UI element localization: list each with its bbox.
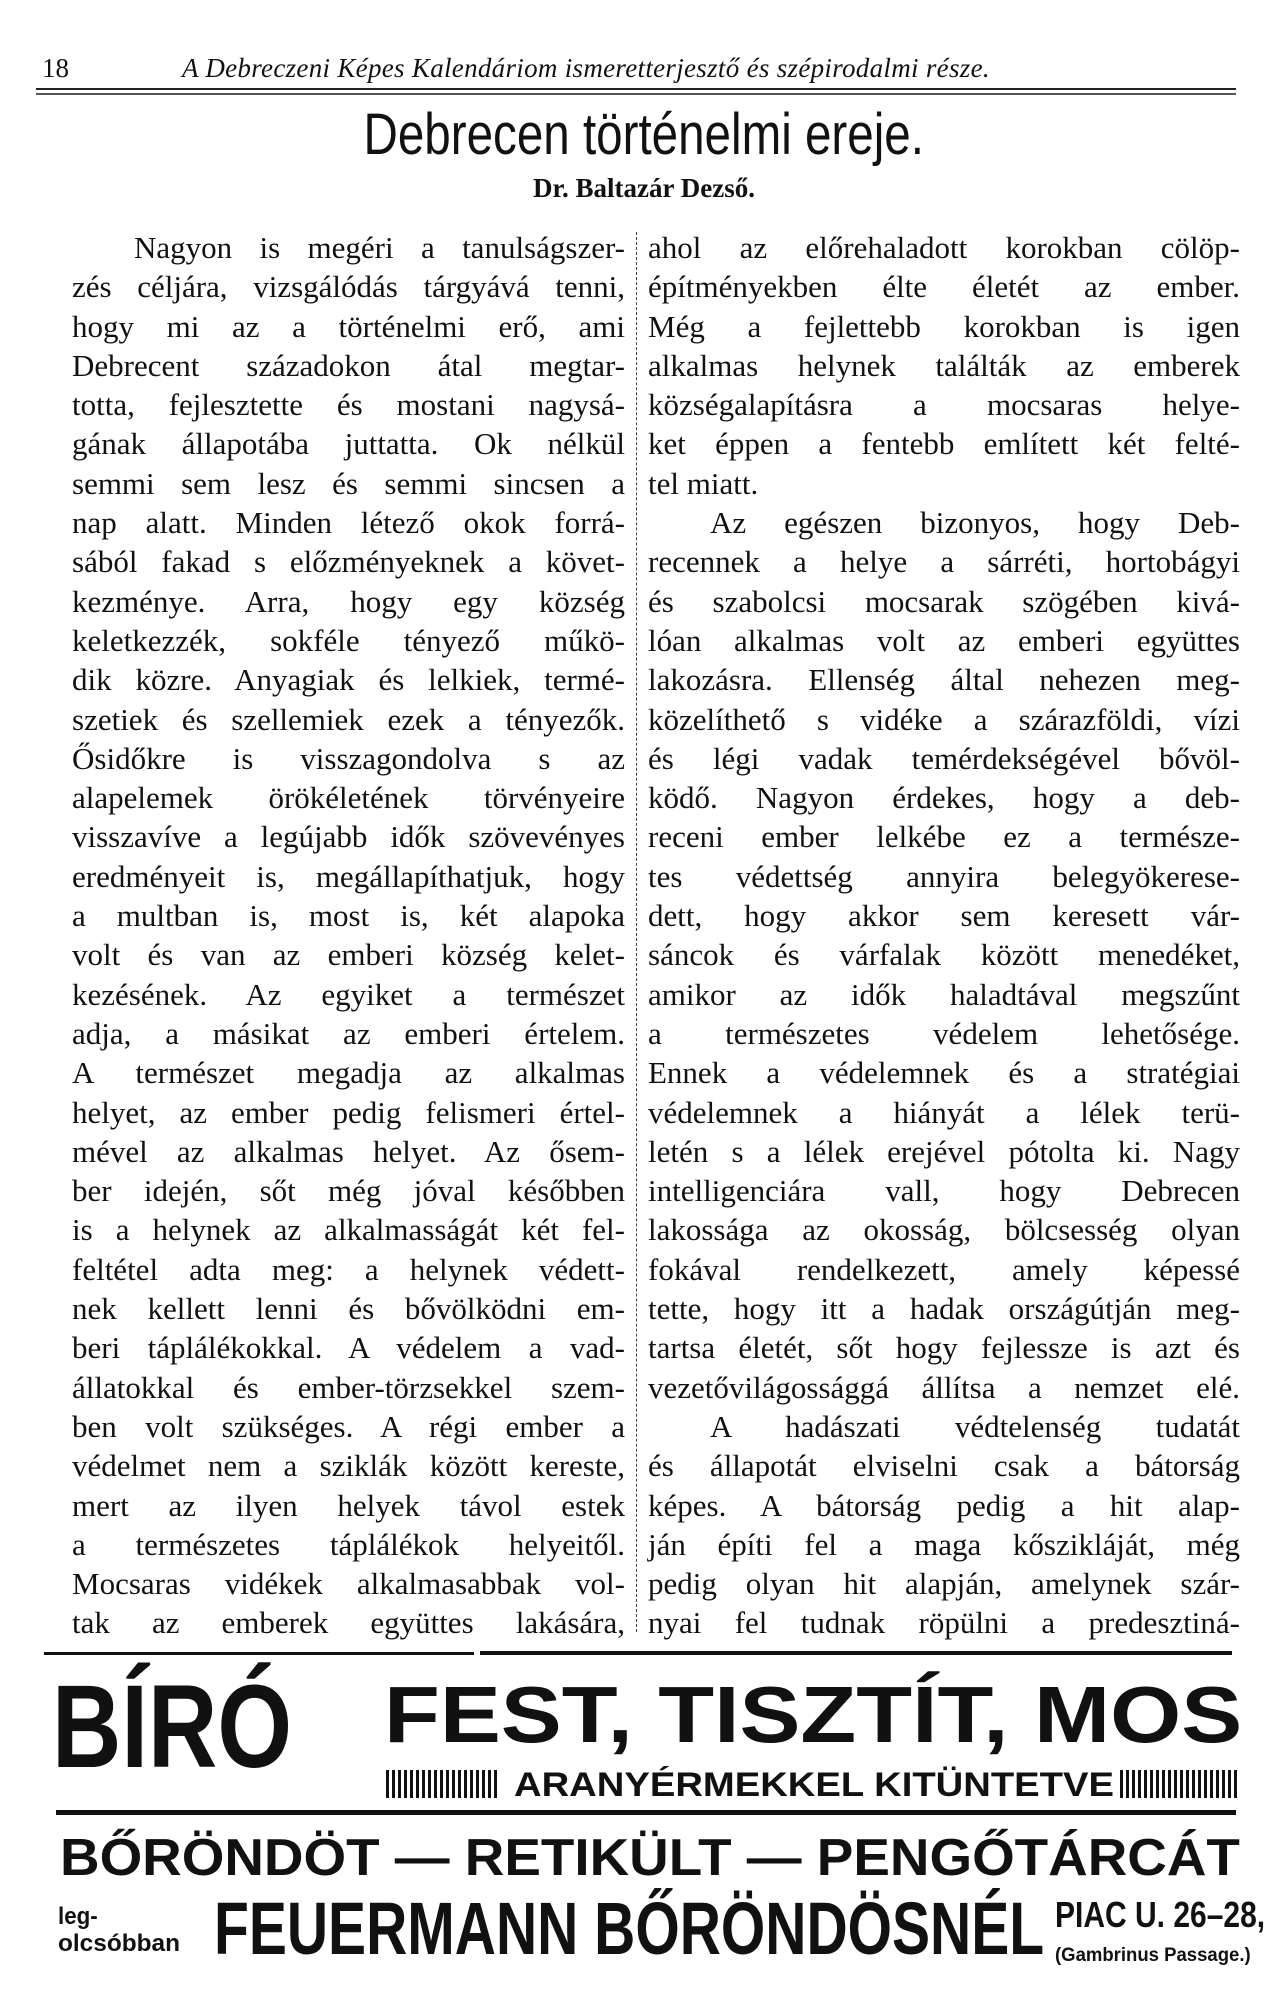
text-line: ket éppen a fentebb említett két felté- — [648, 426, 1240, 462]
text-line: közelíthető s vidéke a szárazföldi, vízi — [648, 701, 1240, 737]
article-title — [0, 104, 1288, 166]
text-line: gának állapotába juttatta. Ok nélkül — [72, 426, 625, 462]
text-line: a természetes védelem lehetősége. — [648, 1015, 1240, 1051]
text-line: lakozásra. Ellenség által nehezen meg- — [648, 662, 1240, 698]
decorative-bars-right — [1120, 1770, 1240, 1798]
text-line: volt és van az emberi község kelet- — [72, 937, 625, 973]
text-line: és szabolcsi mocsarak szögében kivá- — [648, 583, 1240, 619]
text-line: Még a fejlettebb korokban is igen — [648, 308, 1240, 344]
text-line: recennek a helye a sárréti, hortobágyi — [648, 544, 1240, 580]
text-line: szetiek és szellemiek ezek a tényezők. — [72, 701, 625, 737]
text-line: beri táplálékokkal. A védelem a vad- — [72, 1330, 625, 1366]
text-line: semmi sem lesz és semmi sincsen a — [72, 465, 625, 501]
text-line: lóan alkalmas volt az emberi együttes — [648, 622, 1240, 658]
left-column — [72, 228, 625, 1643]
page-number: 18 — [42, 53, 69, 83]
text-line: ahol az előrehaladott korokban cölöp- — [648, 230, 1240, 265]
text-line: mert az ilyen helyek távol estek — [72, 1487, 625, 1523]
text-line: dett, hogy akkor sem keresett vár- — [648, 898, 1240, 934]
right-column — [648, 228, 1240, 1643]
header-rule — [36, 88, 1236, 95]
text-line: nyai fel tudnak röpülni a predesztiná- — [648, 1605, 1240, 1641]
text-line: adja, a másikat az emberi értelem. — [72, 1015, 625, 1051]
cheapest-label-line2: olcsóbban — [58, 1930, 181, 1957]
text-line: is a helynek az alkalmasságát két fel- — [72, 1212, 625, 1248]
text-line: Ennek a védelemnek és a stratégiai — [648, 1055, 1240, 1091]
ad-divider-rule — [56, 1810, 1236, 1815]
text-line: Debrecent századokon átal megtar- — [72, 347, 625, 383]
text-line: a természetes táplálékok helyeitől. — [72, 1526, 625, 1562]
text-line: eredményeit is, megállapíthatjuk, hogy — [72, 858, 625, 894]
text-line: állatokkal és ember-törzsekkel szem- — [72, 1369, 625, 1405]
text-line: A természet megadja az alkalmas — [72, 1055, 625, 1091]
text-line: védelmet nem a sziklák között kereste, — [72, 1448, 625, 1484]
text-line: dik közre. Anyagiak és lelkiek, termé- — [72, 662, 625, 698]
text-line: ben volt szükséges. A régi ember a — [72, 1408, 625, 1444]
text-line: és légi vadak temérdekségével bővöl- — [648, 740, 1240, 776]
biro-slogan: FEST, TISZTÍT, MOS — [384, 1670, 1243, 1759]
text-line: alkalmas helynek találták az emberek — [648, 347, 1240, 383]
biro-name: BÍRÓ — [52, 1661, 292, 1793]
text-line: építményekben élte életét az ember. — [648, 269, 1240, 305]
text-line: nap alatt. Minden létező okok forrá- — [72, 505, 625, 541]
text-line: alapelemek örökéletének törvényeire — [72, 780, 625, 816]
article-title-text: Debrecen történelmi ereje. — [363, 102, 925, 167]
text-line: tartsa életét, sőt hogy fejlessze is azt és — [648, 1330, 1240, 1366]
feuermann-address: PIAC U. 26–28, — [1055, 1894, 1266, 1935]
running-head: A Debreczeni Képes Kalendáriom ismeretterjesztő és szépirodalmi része. — [182, 53, 990, 83]
text-line: Mocsaras vidékek alkalmasabbak vol- — [72, 1566, 625, 1602]
text-line: sáncok és várfalak között menedéket, — [648, 937, 1240, 973]
text-line: kezménye. Arra, hogy egy község — [72, 583, 625, 619]
text-line: visszavíve a legújabb idők szövevényes — [72, 819, 625, 855]
cheapest-label — [58, 1903, 181, 1957]
text-line: kezésének. Az egyiket a természet — [72, 976, 625, 1012]
text-line: A hadászati védtelenség tudatát — [710, 1408, 1240, 1444]
text-line: intelligenciára vall, hogy Debrecen — [648, 1173, 1240, 1209]
text-line: tes védettség annyira belegyökerese- — [648, 858, 1240, 894]
feuermann-products: BŐRÖNDÖT — RETIKÜLT — PENGŐTÁRCÁT — [60, 1829, 1240, 1887]
text-line: fokával rendelkezett, amely képessé — [648, 1251, 1240, 1287]
text-line: Az egészen bizonyos, hogy Deb- — [710, 505, 1240, 541]
text-line: hogy mi az a történelmi erő, ami — [72, 308, 625, 344]
text-line: nek kellett lenni és bővölködni em- — [72, 1291, 625, 1327]
text-line: tel miatt. — [648, 465, 759, 501]
text-line: mével az alkalmas helyet. Az ősem- — [72, 1133, 625, 1169]
text-line: totta, fejlesztette és mostani nagysá- — [72, 387, 625, 423]
text-line: ján építi fel a maga kőszikláját, még — [648, 1526, 1240, 1562]
text-line: amikor az idők haladtával megszűnt — [648, 976, 1240, 1012]
feuermann-shop-name: FEUERMANN BŐRÖNDÖSNÉL — [214, 1887, 1045, 1970]
text-line: lakossága az okosság, bölcsesség olyan — [648, 1212, 1240, 1248]
text-line: feltétel adta meg: a helynek védett- — [72, 1251, 625, 1287]
text-line: sából fakad s előzményeknek a követ- — [72, 544, 625, 580]
text-line: Ősidőkre is visszagondolva s az — [72, 740, 625, 776]
cheapest-label-line1: leg- — [58, 1903, 98, 1930]
text-line: a multban is, most is, két alapoka — [72, 898, 625, 934]
article-author: Dr. Baltazár Dezső. — [533, 173, 755, 203]
text-line: képes. A bátorság pedig a hit alap- — [648, 1487, 1240, 1523]
text-line: és állapotát elviselni csak a bátorság — [648, 1448, 1240, 1484]
text-line: tak az emberek együttes lakására, — [72, 1605, 625, 1641]
decorative-bars-left — [386, 1770, 498, 1798]
biro-award: ARANYÉRMEKKEL KITÜNTETVE — [514, 1766, 1114, 1804]
text-line: tette, hogy itt a hadak országútján meg- — [648, 1291, 1240, 1327]
feuermann-passage: (Gambrinus Passage.) — [1055, 1945, 1251, 1966]
text-line: ködő. Nagyon érdekes, hogy a deb- — [648, 780, 1240, 816]
text-line: zés céljára, vizsgálódás tárgyává tenni, — [72, 269, 625, 305]
text-line: helyet, az ember pedig felismeri értel- — [72, 1094, 625, 1130]
text-line: ber idején, sőt még jóval későbben — [72, 1173, 625, 1209]
text-line: letén s a lélek erejével pótolta ki. Nagy — [648, 1133, 1240, 1169]
column-divider — [636, 232, 637, 1632]
text-line: keletkezzék, sokféle tényező műkö- — [72, 622, 625, 658]
text-line: Nagyon is megéri a tanulságszer- — [134, 230, 625, 265]
section-rule-left — [44, 1652, 474, 1655]
text-line: pedig olyan hit alapján, amelynek szár- — [648, 1566, 1240, 1602]
text-line: védelemnek a hiányát a lélek terü- — [648, 1094, 1240, 1130]
text-line: receni ember lelkébe ez a természe- — [648, 819, 1240, 855]
section-rule-right — [480, 1651, 1232, 1655]
text-line: vezetővilágossággá állítsa a nemzet elé. — [648, 1369, 1240, 1405]
text-line: községalapításra a mocsaras helye- — [648, 387, 1240, 423]
